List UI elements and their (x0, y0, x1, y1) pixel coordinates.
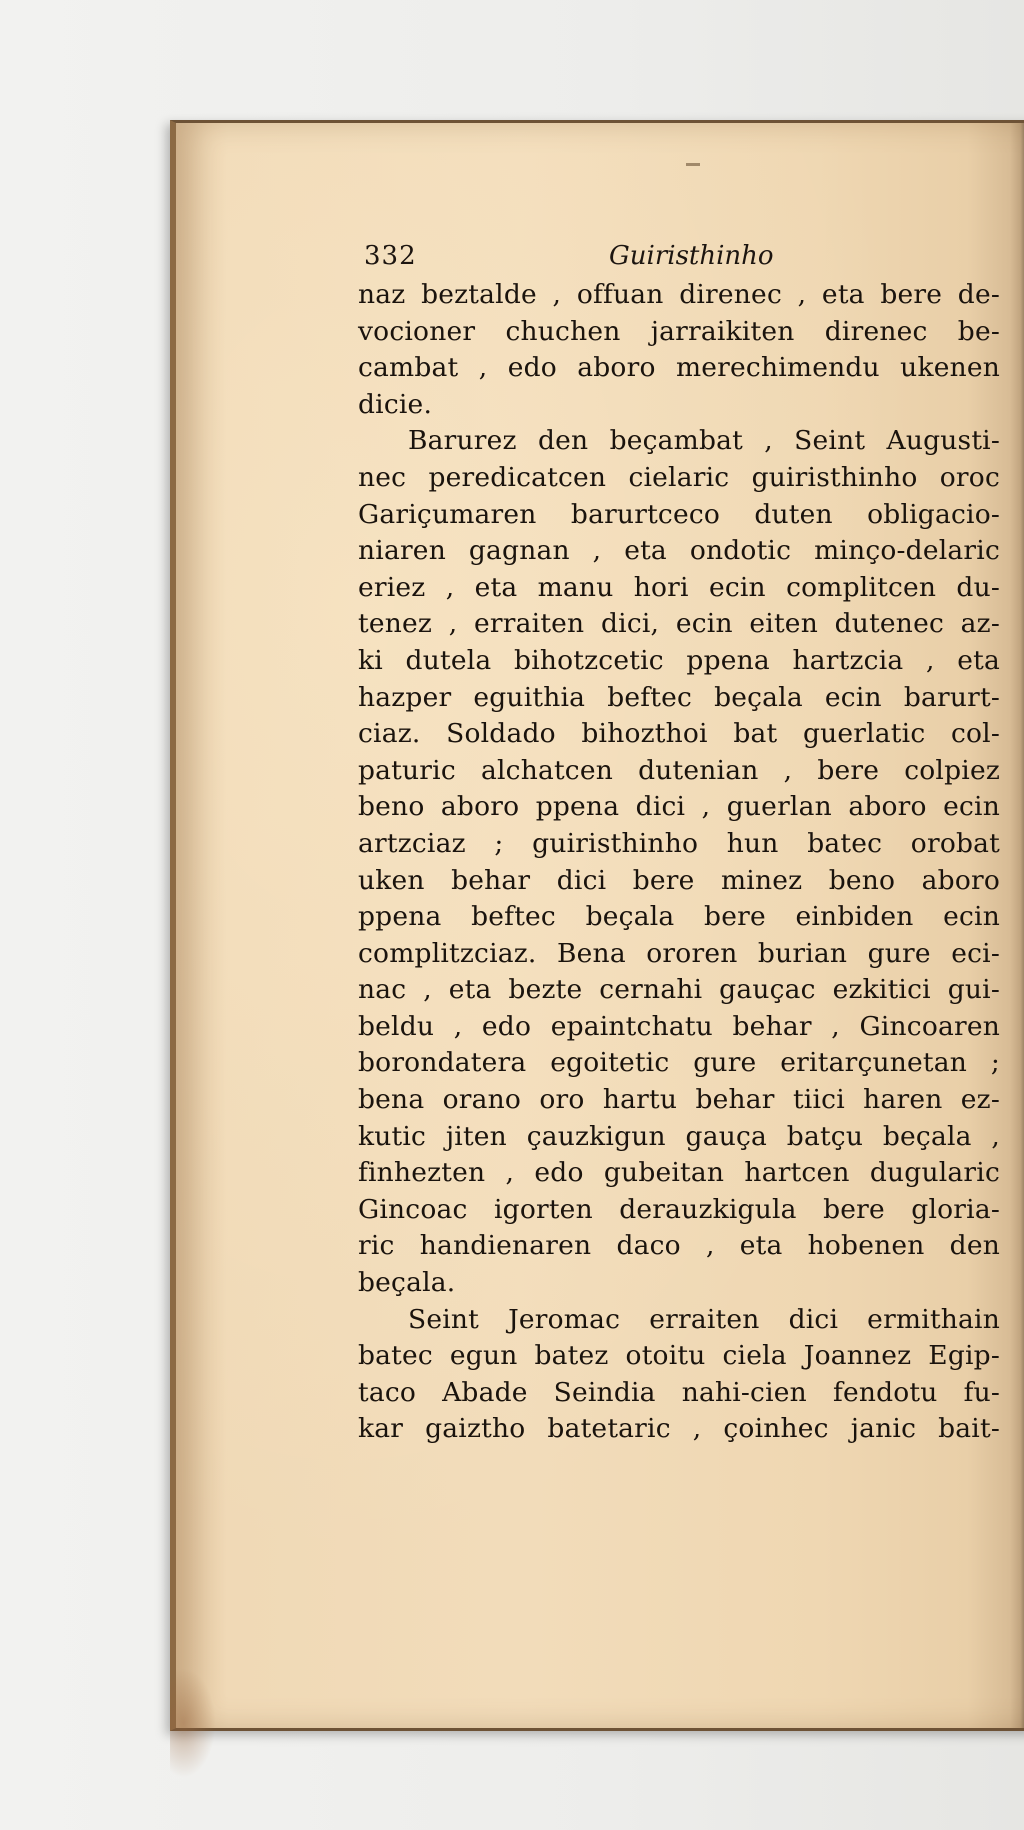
text-line: paturic alchatcen dutenian , bere colpiez (358, 754, 1000, 786)
body-text (358, 277, 1000, 1448)
text-line: batec egun batez otoitu ciela Joannez Egip- (358, 1340, 1000, 1372)
top-mark (686, 163, 700, 166)
text-line: ric handienaren daco , eta hobenen den (358, 1230, 1000, 1262)
text-line: vocioner chuchen jarraikiten direnec be- (358, 315, 1000, 347)
paper-stain (170, 1668, 216, 1778)
text-line: beldu , edo epaintchatu behar , Gincoaren (358, 1010, 1000, 1042)
text-line: ppena beftec beçala bere einbiden ecin (358, 901, 1000, 933)
text-line: tenez , erraiten dici, ecin eiten dutenec az- (358, 608, 1000, 640)
text-line: ki dutela bihotzcetic ppena hartzcia , eta (358, 644, 1000, 676)
text-line: kutic jiten çauzkigun gauça batçu beçala , (358, 1120, 1000, 1152)
running-title: Guiristhinho (609, 241, 774, 271)
text-line: beno aboro ppena dici , guerlan aboro ecin (358, 791, 1000, 823)
text-line: kar gaiztho batetaric , çoinhec janic bait- (358, 1413, 1000, 1445)
text-line: eriez , eta manu hori ecin complitcen du- (358, 571, 1000, 603)
page-edge (1010, 123, 1024, 1728)
text-line: finhezten , edo gubeitan hartcen dugularic (358, 1157, 1000, 1189)
book-page (170, 120, 1024, 1731)
text-line: uken behar dici bere minez beno aboro (358, 864, 1000, 896)
text-line: borondatera egoitetic gure eritarçunetan ; (358, 1047, 1000, 1079)
text-line: Gincoac igorten derauzkigula bere gloria- (358, 1193, 1000, 1225)
text-line: hazper eguithia beftec beçala ecin barurt- (358, 681, 1000, 713)
text-line: Seint Jeromac erraiten dici ermithain (408, 1303, 1000, 1335)
text-line: dicie. (358, 388, 433, 420)
text-line: artzciaz ; guiristhinho hun batec orobat (358, 827, 1000, 859)
text-line: Barurez den beçambat , Seint Augusti- (408, 425, 1000, 457)
text-line: ciaz. Soldado bihozthoi bat guerlatic col- (358, 718, 1000, 750)
text-line: niaren gagnan , eta ondotic minço-delaric (358, 535, 1000, 567)
text-line: beçala. (358, 1267, 456, 1299)
text-line: nac , eta bezte cernahi gauçac ezkitici gui- (358, 974, 1000, 1006)
text-line: taco Abade Seindia nahi-cien fendotu fu- (358, 1376, 1000, 1408)
text-line: bena orano oro hartu behar tiici haren ez- (358, 1084, 1000, 1116)
text-line: nec peredicatcen cielaric guiristhinho oroc (358, 461, 1000, 493)
text-line: naz beztalde , offuan direnec , eta bere de- (358, 279, 1000, 310)
page-number: 332 (364, 241, 417, 271)
text-line: Gariçumaren barurtceco duten obligacio- (358, 498, 1000, 530)
text-line: complitzciaz. Bena ororen burian gure eci- (358, 937, 1000, 969)
text-line: cambat , edo aboro merechimendu ukenen (358, 352, 1000, 384)
